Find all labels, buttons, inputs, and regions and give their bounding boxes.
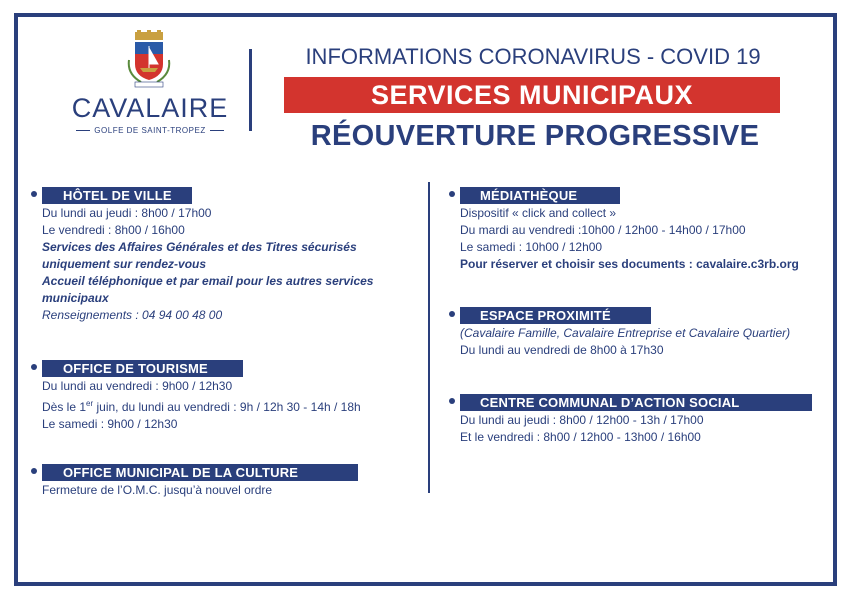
bullet-icon [449,311,455,317]
logo-subtitle-text: GOLFE DE SAINT-TROPEZ [94,126,206,135]
text-line: Le vendredi : 8h00 / 16h00 [42,223,185,237]
crest-icon [125,30,173,88]
superscript: er [86,399,94,408]
section-hotel-de-ville [31,187,421,324]
text-line: Du lundi au vendredi de 8h00 à 17h30 [460,343,664,357]
bullet-icon [31,364,37,370]
text-line: Du lundi au vendredi : 9h00 / 12h30 [42,379,233,393]
text-line: (Cavalaire Famille, Cavalaire Entreprise et Cavalaire Quartier) [460,326,791,340]
section-title: HÔTEL DE VILLE [42,187,192,204]
text-line: uniquement sur rendez-vous [42,257,207,271]
column-divider [428,182,430,493]
cavalaire-logo [60,30,240,140]
section-title: CENTRE COMMUNAL D’ACTION SOCIAL [460,394,812,411]
text-line: Du mardi au vendredi :10h00 / 12h00 - 14h00 / 17h00 [460,223,746,237]
text-line: Services des Affaires Générales et des Titres sécurisés [42,240,357,254]
header-banner: SERVICES MUNICIPAUX [284,77,780,113]
text-line: Dispositif « click and collect » [460,206,617,220]
text-part: juin, du lundi au vendredi : 9h / 12h 30 - 14h / 18h [93,400,361,414]
text-line [42,395,421,416]
text-line: municipaux [42,291,109,305]
header-divider [249,49,252,131]
bullet-icon [31,191,37,197]
bullet-icon [449,398,455,404]
section-espace-proximite [449,307,834,359]
section-office-culture [31,464,421,499]
section-title: OFFICE MUNICIPAL DE LA CULTURE [42,464,358,481]
text-line: Du lundi au jeudi : 8h00 / 17h00 [42,206,212,220]
text-line: Du lundi au jeudi : 8h00 / 12h00 - 13h / 17h00 [460,413,704,427]
section-title: MÉDIATHÈQUE [460,187,620,204]
text-part: Dès le 1 [42,400,87,414]
text-line: Renseignements : 04 94 00 48 00 [42,308,223,322]
logo-subtitle [60,126,240,135]
section-ccas [449,394,834,446]
section-mediatheque [449,187,834,273]
text-line: Pour réserver et choisir ses documents : cavalaire.c3rb.org [460,257,799,271]
header-subtitle: RÉOUVERTURE PROGRESSIVE [310,120,760,152]
section-title: ESPACE PROXIMITÉ [460,307,651,324]
logo-name: CAVALAIRE [71,93,229,123]
section-office-de-tourisme [31,360,421,433]
text-line: Accueil téléphonique et par email pour les autres services [42,274,374,288]
header-top: INFORMATIONS CORONAVIRUS - COVID 19 [305,44,761,69]
text-line: Fermeture de l’O.M.C. jusqu’à nouvel ordre [42,483,273,497]
text-line: Et le vendredi : 8h00 / 12h00 - 13h00 / 16h00 [460,430,701,444]
text-line: Le samedi : 10h00 / 12h00 [460,240,603,254]
section-title: OFFICE DE TOURISME [42,360,243,377]
bullet-icon [31,468,37,474]
text-line: Le samedi : 9h00 / 12h30 [42,417,178,431]
bullet-icon [449,191,455,197]
